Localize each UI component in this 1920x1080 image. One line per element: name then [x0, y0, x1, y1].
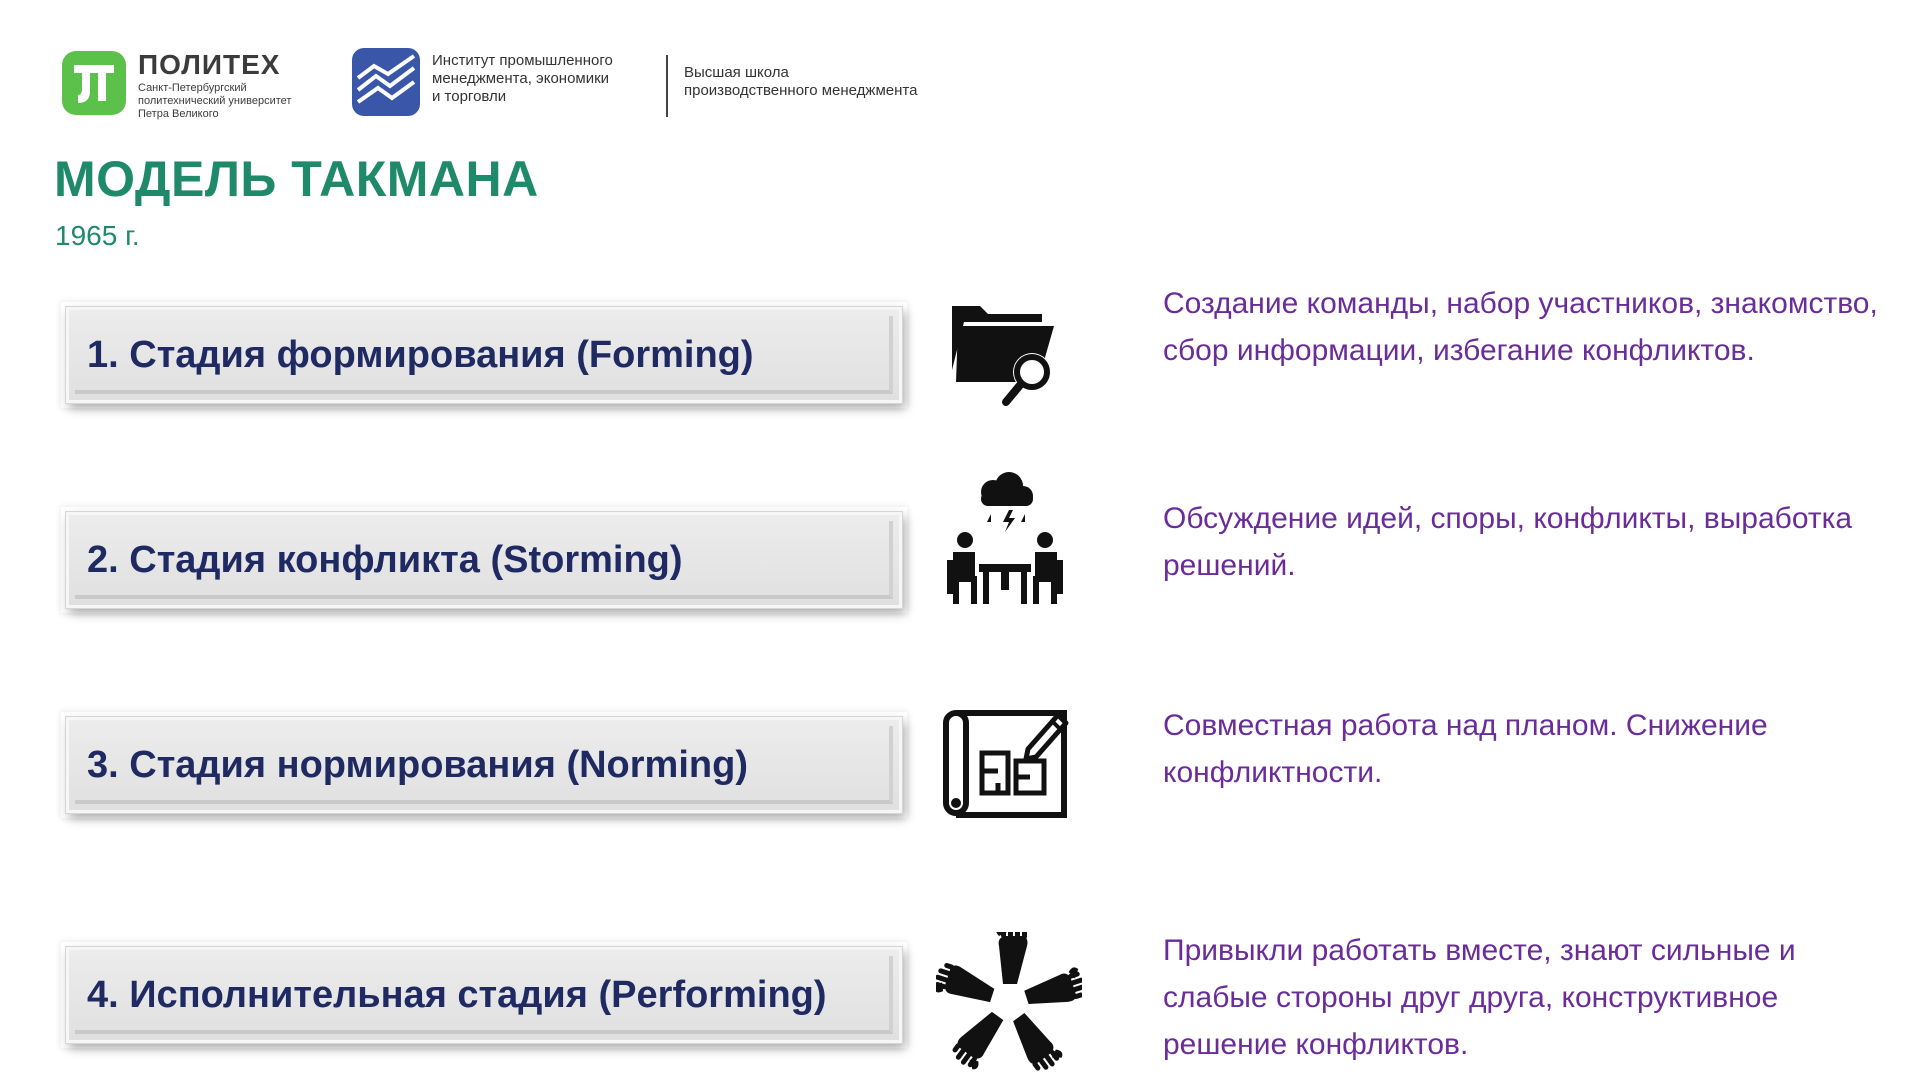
stage-box-norming [66, 717, 902, 813]
institute-name [432, 52, 672, 106]
school-name [684, 64, 1024, 100]
stage-description: Совместная работа над планом. Снижение конфликтности. [1163, 709, 1768, 789]
institute-logo-icon [352, 48, 420, 116]
stage-label: 1. Стадия формирования (Forming) [87, 334, 754, 376]
school-name-line: производственного менеджмента [684, 82, 918, 99]
stage-description: Привыкли работать вместе, знают сильные и слабые стороны друг друга, конструктивное решение конфликтов. [1163, 934, 1796, 1061]
stage-box-storming [66, 512, 902, 608]
politeh-logo-icon [62, 51, 126, 115]
politeh-sub-line: Санкт-Петербургский [138, 82, 247, 94]
team-hands-icon [936, 932, 1082, 1077]
institute-name-line: Институт промышленного [432, 52, 613, 69]
politeh-subtitle [138, 82, 338, 121]
politeh-name: ПОЛИТЕХ [138, 49, 281, 80]
school-name-line: Высшая школа [684, 64, 789, 81]
stage-box-performing [66, 947, 902, 1043]
stage-box-forming [66, 307, 902, 403]
blueprint-plan-icon [940, 705, 1070, 826]
institute-logo [352, 48, 682, 118]
institute-name-line: менеджмента, экономики [432, 70, 610, 87]
institute-name-line: и торговли [432, 88, 507, 105]
stage-description: Обсуждение идей, споры, конфликты, выработка решений. [1163, 502, 1853, 582]
stage-label: 2. Стадия конфликта (Storming) [87, 539, 683, 581]
politeh-sub-line: Петра Великого [138, 108, 219, 120]
meeting-storm-icon [943, 470, 1067, 615]
folder-search-icon [950, 300, 1060, 415]
page-title: МОДЕЛЬ ТАКМАНА [54, 151, 539, 207]
stage-label: 3. Стадия нормирования (Norming) [87, 744, 748, 786]
politeh-logo [62, 49, 322, 119]
stage-description: Создание команды, набор участников, знакомство, сбор информации, избегание конфликтов. [1163, 287, 1878, 367]
stage-label: 4. Исполнительная стадия (Performing) [87, 974, 827, 1016]
page-year: 1965 г. [55, 220, 140, 251]
politeh-sub-line: политехнический университет [138, 95, 292, 107]
header-divider [666, 55, 668, 117]
